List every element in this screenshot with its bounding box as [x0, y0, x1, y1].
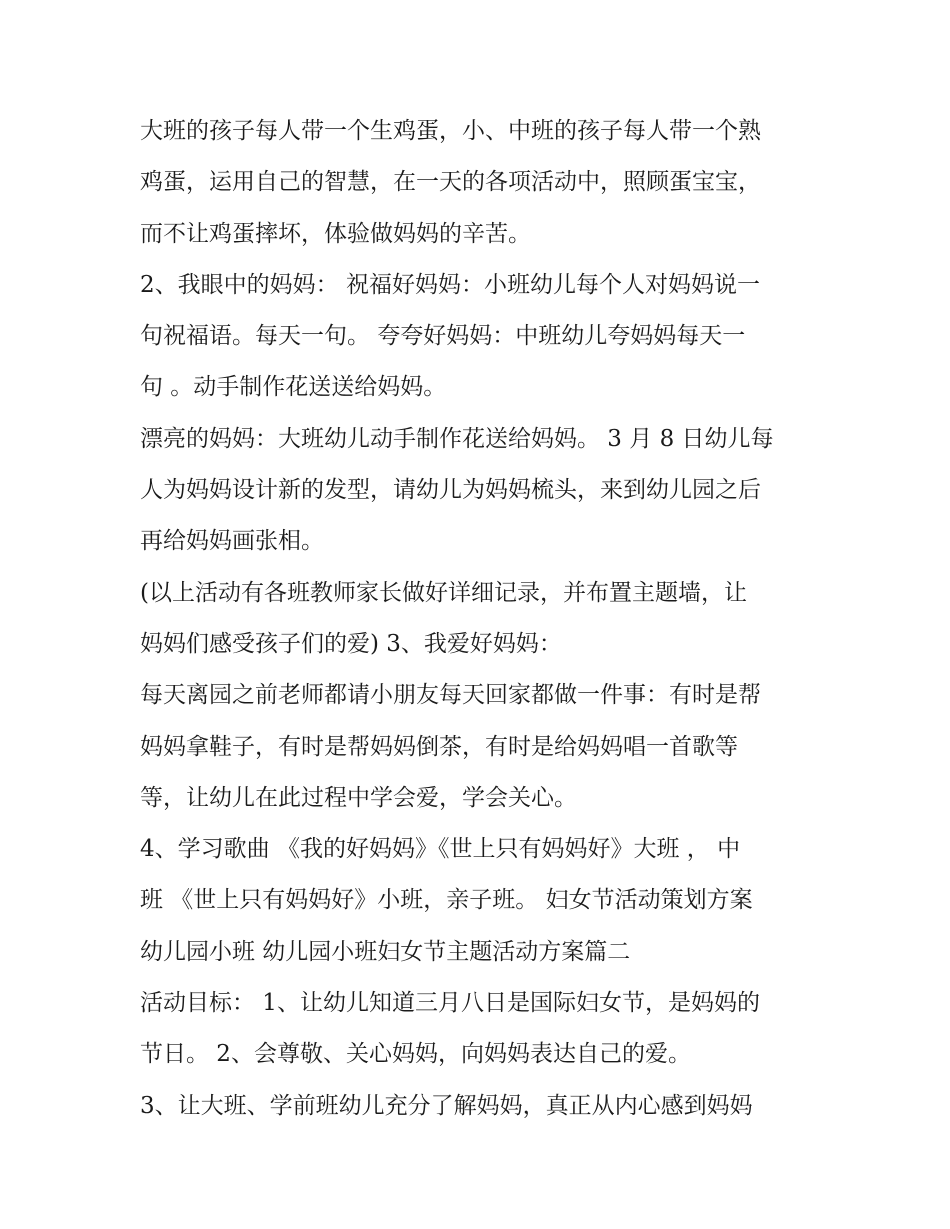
text-line: 再给妈妈画张相。 — [140, 528, 324, 555]
text-line: 大班的孩子每人带一个生鸡蛋，小、中班的孩子每人带一个熟 — [140, 118, 761, 144]
text-line: 节日。 2、会尊敬、关心妈妈，向妈妈表达自己的爱。 — [140, 1041, 691, 1068]
text-line: 活动目标： 1、让幼儿知道三月八日是国际妇女节，是妈妈的 — [140, 990, 760, 1017]
text-line: (以上活动有各班教师家长做好详细记录，并布置主题墙，让 — [140, 579, 747, 606]
text-line: 班 《世上只有妈妈好》小班，亲子班。 妇女节活动策划方案 — [140, 887, 753, 914]
text-line: 4、学习歌曲 《我的好妈妈》《世上只有妈妈好》大班 ， 中 — [140, 836, 741, 863]
text-line: 每天离园之前老师都请小朋友每天回家都做一件事：有时是帮 — [140, 682, 761, 709]
text-line: 鸡蛋，运用自己的智慧，在一天的各项活动中，照顾蛋宝宝， — [140, 169, 761, 196]
text-line: 等，让幼儿在此过程中学会爱，学会关心。 — [140, 784, 577, 811]
document-body — [140, 106, 820, 1132]
text-line: 2、我眼中的妈妈： 祝福好妈妈：小班幼儿每个人对妈妈说一 — [140, 271, 760, 298]
text-line: 幼儿园小班 幼儿园小班妇女节主题活动方案篇二 — [140, 938, 631, 965]
text-line: 妈妈们感受孩子们的爱) 3、我爱好妈妈： — [140, 630, 562, 657]
text-line: 3、让大班、学前班幼儿充分了解妈妈，真正从内心感到妈妈 — [140, 1092, 753, 1119]
text-line: 人为妈妈设计新的发型，请幼儿为妈妈梳头，来到幼儿园之后 — [140, 477, 761, 504]
text-line: 句 。动手制作花送送给妈妈。 — [140, 374, 447, 401]
text-line: 妈妈拿鞋子，有时是帮妈妈倒茶，有时是给妈妈唱一首歌等 — [140, 733, 738, 760]
text-line: 漂亮的妈妈：大班幼儿动手制作花送给妈妈。 3 月 8 日幼儿每 — [140, 425, 774, 452]
text-line: 而不让鸡蛋摔坏，体验做妈妈的辛苦。 — [140, 220, 531, 247]
text-line: 句祝福语。每天一句。 夸夸好妈妈：中班幼儿夸妈妈每天一 — [140, 323, 746, 350]
